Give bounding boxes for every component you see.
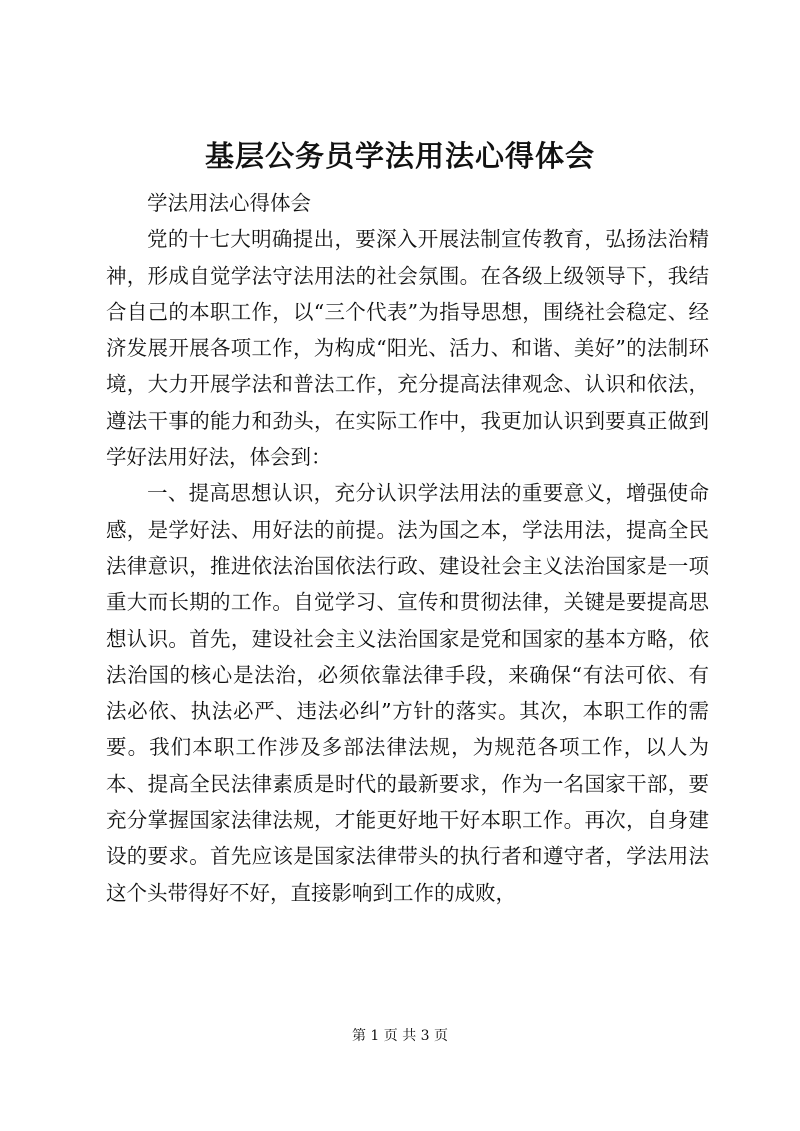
subtitle-paragraph: 学法用法心得体会 [147,191,311,215]
intro-paragraph: 党的十七大明确提出，要深入开展法制宣传教育，弘扬法治精神，形成自觉学法守法用法的社会氛围。在各级上级领导下，我结合自己的本职工作，以“三个代表”为指导思想，围绕社会稳定、经济发展开展各项工作，为构成“阳光、活力、和谐、美好”的法制环境，大力开展学法和普法工作，充分提高法律观念、认识和依法，遵法干事的能力和劲头，在实际工作中，我更加认识到要真正做到学好法用好法，体会到： [106,227,709,470]
document-title: 基层公务员学法用法心得体会 [204,139,595,173]
section-one-paragraph: 一、提高思想认识，充分认识学法用法的重要意义，增强使命感，是学好法、用好法的前提。法为国之本，学法用法，提高全民法律意识，推进依法治国依法行政、建设社会主义法治国家是一项重大而长期的工作。自觉学习、宣传和贯彻法律，关键是要提高思想认识。首先，建设社会主义法治国家是党和国家的基本方略，依法治国的核心是法治，必须依靠法律手段，来确保“有法可依、有法必依、执法必严、违法必纠”方针的落实。其次，本职工作的需要。我们本职工作涉及多部法律法规，为规范各项工作，以人为本、提高全民法律素质是时代的最新要求，作为一名国家干部，要充分掌握国家法律法规，才能更好地干好本职工作。再次，自身建设的要求。首先应该是国家法律带头的执行者和遵守者，学法用法这个头带得好不好，直接影响到工作的成败， [106,481,709,905]
page-number-footer: 第 1 页 共 3 页 [351,1028,449,1044]
document-body [106,185,709,911]
